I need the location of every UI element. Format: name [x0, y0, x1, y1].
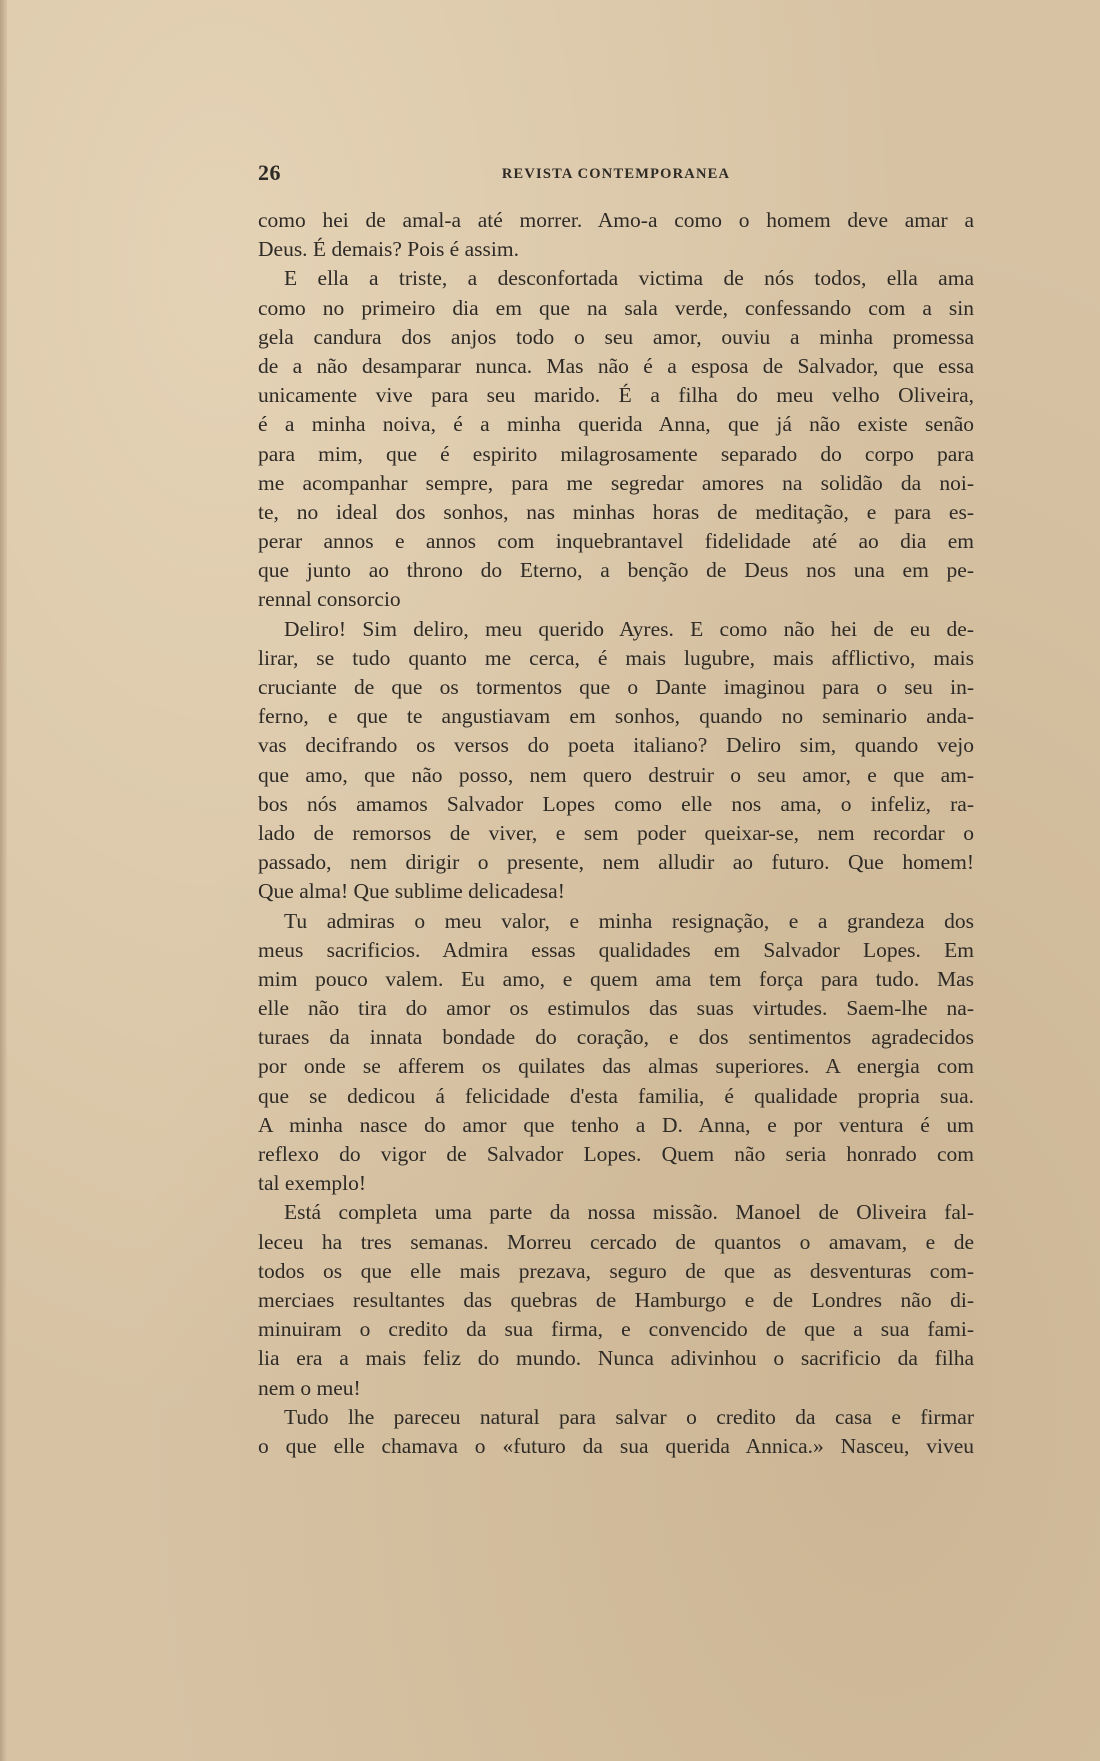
text-line: Deus. É demais? Pois é assim. — [258, 237, 519, 262]
text-line: por onde se afferem os quilates das almas superiores. A energia com — [258, 1054, 974, 1079]
text-line: que se dedicou á felicidade d'esta familia, é qualidade propria sua. — [258, 1083, 974, 1108]
text-line: vas decifrando os versos do poeta italiano? Deliro sim, quando vejo — [258, 733, 974, 758]
text-line: unicamente vive para seu marido. É a filha do meu velho Oliveira, — [258, 383, 974, 408]
text-line: Tudo lhe pareceu natural para salvar o credito da casa e firmar — [284, 1404, 974, 1429]
text-line: que junto ao throno do Eterno, a benção de Deus nos una em pe- — [258, 558, 974, 583]
text-line: perar annos e annos com inquebrantavel fidelidade até ao dia em — [258, 529, 974, 554]
text-line: lado de remorsos de viver, e sem poder queixar-se, nem recordar o — [258, 820, 974, 845]
text-line: te, no ideal dos sonhos, nas minhas horas de meditação, e para es- — [258, 499, 974, 524]
page-header — [258, 160, 974, 190]
text-line: para mim, que é espirito milagrosamente separado do corpo para — [258, 441, 974, 466]
page-edge — [0, 0, 7, 1761]
text-line: merciaes resultantes das quebras de Hamburgo e de Londres não di- — [258, 1287, 974, 1312]
text-line: gela candura dos anjos todo o seu amor, ouviu a minha promessa — [258, 324, 974, 349]
text-line: E ella a triste, a desconfortada victima de nós todos, ella ama — [284, 266, 974, 291]
text-line: como no primeiro dia em que na sala verde, confessando com a sin — [258, 295, 974, 320]
text-line: todos os que elle mais prezava, seguro de que as desventuras com- — [258, 1258, 974, 1283]
text-line: rennal consorcio — [258, 587, 401, 612]
text-line: me acompanhar sempre, para me segredar amores na solidão da noi- — [258, 470, 974, 495]
running-title: REVISTA CONTEMPORANEA — [501, 166, 731, 182]
text-line: o que elle chamava o «futuro da sua querida Annica.» Nasceu, viveu — [258, 1433, 974, 1458]
text-line: Que alma! Que sublime delicadesa! — [258, 879, 565, 904]
text-line: passado, nem dirigir o presente, nem alludir ao futuro. Que homem! — [258, 850, 974, 875]
text-line: Tu admiras o meu valor, e minha resignação, e a grandeza dos — [284, 908, 974, 933]
text-line: Deliro! Sim deliro, meu querido Ayres. E como não hei de eu de- — [284, 616, 974, 641]
text-line: Está completa uma parte da nossa missão. Manoel de Oliveira fal- — [284, 1200, 974, 1225]
text-line: minuiram o credito da sua firma, e convencido de que a sua fami- — [258, 1317, 974, 1342]
text-line: é a minha noiva, é a minha querida Anna, que já não existe senão — [258, 412, 974, 437]
text-line: lirar, se tudo quanto me cerca, é mais lugubre, mais afflictivo, mais — [258, 645, 974, 670]
text-line: A minha nasce do amor que tenho a D. Anna, e por ventura é um — [258, 1112, 974, 1137]
text-line: lia era a mais feliz do mundo. Nunca adivinhou o sacrificio da filha — [258, 1346, 974, 1371]
text-line: de a não desamparar nunca. Mas não é a esposa de Salvador, que essa — [258, 353, 974, 378]
text-line: leceu ha tres semanas. Morreu cercado de quantos o amavam, e de — [258, 1229, 974, 1254]
text-line: nem o meu! — [258, 1375, 361, 1400]
text-line: cruciante de que os tormentos que o Dante imaginou para o seu in- — [258, 675, 974, 699]
text-line: elle não tira do amor os estimulos das suas virtudes. Saem-lhe na- — [258, 996, 974, 1021]
text-line: tal exemplo! — [258, 1171, 367, 1196]
text-line: mim pouco valem. Eu amo, e quem ama tem força para tudo. Mas — [258, 966, 974, 991]
text-line: bos nós amamos Salvador Lopes como elle nos ama, o infeliz, ra- — [258, 791, 974, 816]
text-line: meus sacrificios. Admira essas qualidades em Salvador Lopes. Em — [258, 937, 974, 962]
text-line: ferno, e que te angustiavam em sonhos, quando no seminario anda- — [258, 704, 974, 729]
text-line: como hei de amal-a até morrer. Amo-a como o homem deve amar a — [258, 208, 974, 232]
text-line: turaes da innata bondade do coração, e dos sentimentos agradecidos — [258, 1025, 974, 1050]
body-text — [258, 206, 974, 1461]
text-line: que amo, que não posso, nem quero destruir o seu amor, e que am- — [258, 762, 974, 787]
text-line: reflexo do vigor de Salvador Lopes. Quem não seria honrado com — [258, 1142, 974, 1166]
page-number: 26 — [258, 160, 281, 185]
